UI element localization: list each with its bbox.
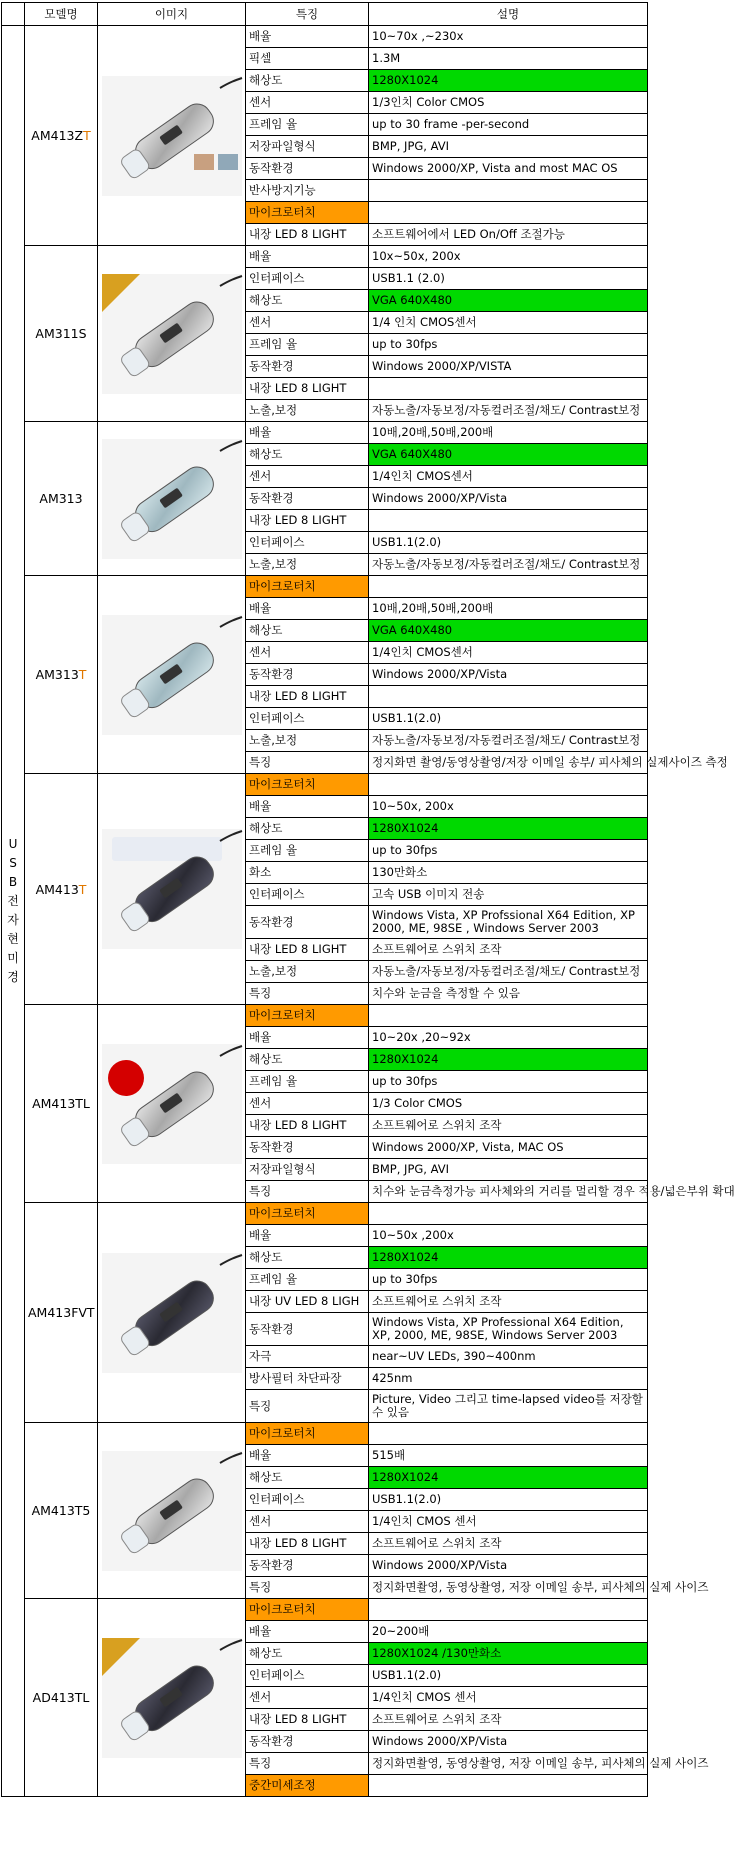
description-cell bbox=[369, 1203, 648, 1225]
description-cell: 치수와 눈금을 측정할 수 있음 bbox=[369, 983, 648, 1005]
description-cell: 1280X1024 bbox=[369, 1049, 648, 1071]
feature-cell: 동작환경 bbox=[246, 1731, 369, 1753]
description-cell: 10~50x ,200x bbox=[369, 1225, 648, 1247]
feature-cell: 노출,보정 bbox=[246, 400, 369, 422]
description-cell: USB1.1(2.0) bbox=[369, 1489, 648, 1511]
feature-cell: 방사필터 차단파장 bbox=[246, 1368, 369, 1390]
feature-cell: 동작환경 bbox=[246, 356, 369, 378]
description-cell: 소프트웨어에서 LED On/Off 조절가능 bbox=[369, 224, 648, 246]
description-cell: 소프트웨어로 스위치 조작 bbox=[369, 1709, 648, 1731]
model-name: AM413FVT bbox=[28, 1305, 95, 1320]
header-row bbox=[2, 3, 648, 26]
description-cell bbox=[369, 510, 648, 532]
feature-cell: 저장파일형식 bbox=[246, 136, 369, 158]
description-cell: up to 30fps bbox=[369, 1071, 648, 1093]
feature-cell: 특징 bbox=[246, 983, 369, 1005]
description-cell: 자동노출/자동보정/자동컬러조절/채도/ Contrast보정 bbox=[369, 554, 648, 576]
feature-cell: 특징 bbox=[246, 1181, 369, 1203]
description-cell bbox=[369, 1775, 648, 1797]
model-name-cell bbox=[25, 576, 98, 774]
model-suffix: T bbox=[83, 128, 91, 143]
description-cell: up to 30fps bbox=[369, 1269, 648, 1291]
feature-cell: 센서 bbox=[246, 92, 369, 114]
description-cell: 1/4인치 CMOS센서 bbox=[369, 642, 648, 664]
model-image-cell bbox=[98, 1599, 246, 1797]
feature-cell: 배율 bbox=[246, 1027, 369, 1049]
feature-cell: 인터페이스 bbox=[246, 268, 369, 290]
feature-cell: 내장 LED 8 LIGHT bbox=[246, 378, 369, 400]
category-char: 자 bbox=[7, 913, 19, 927]
header-category bbox=[2, 3, 25, 26]
description-cell: 소프트웨어로 스위치 조작 bbox=[369, 1115, 648, 1137]
feature-cell: 프레임 율 bbox=[246, 1071, 369, 1093]
header-model: 모델명 bbox=[25, 3, 98, 26]
description-cell: 1/4인치 CMOS 센서 bbox=[369, 1687, 648, 1709]
description-cell: 고속 USB 이미지 전송 bbox=[369, 884, 648, 906]
feature-cell: 마이크로터치 bbox=[246, 1423, 369, 1445]
description-cell: 1.3M bbox=[369, 48, 648, 70]
feature-cell: 해상도 bbox=[246, 1247, 369, 1269]
model-name-cell bbox=[25, 1423, 98, 1599]
feature-cell: 해상도 bbox=[246, 818, 369, 840]
header-feature: 특징 bbox=[246, 3, 369, 26]
model-name: AM413T5 bbox=[31, 1503, 91, 1518]
feature-cell: 동작환경 bbox=[246, 158, 369, 180]
description-cell: Windows 2000/XP/Vista bbox=[369, 664, 648, 686]
category-char: 현 bbox=[7, 932, 19, 946]
feature-cell: 센서 bbox=[246, 312, 369, 334]
description-cell: up to 30 frame -per-second bbox=[369, 114, 648, 136]
description-cell: VGA 640X480 bbox=[369, 444, 648, 466]
feature-cell: 인터페이스 bbox=[246, 708, 369, 730]
feature-cell: 센서 bbox=[246, 1687, 369, 1709]
description-cell: Windows 2000/XP, Vista, MAC OS bbox=[369, 1137, 648, 1159]
feature-cell: 해상도 bbox=[246, 70, 369, 92]
feature-cell: 동작환경 bbox=[246, 1313, 369, 1346]
feature-cell: 마이크로터치 bbox=[246, 576, 369, 598]
product-photo bbox=[102, 76, 242, 196]
feature-cell: 배율 bbox=[246, 598, 369, 620]
description-cell: 1/4인치 CMOS센서 bbox=[369, 466, 648, 488]
description-cell: Windows 2000/XP/Vista bbox=[369, 1555, 648, 1577]
spec-table-body bbox=[2, 26, 735, 1797]
description-cell bbox=[369, 774, 648, 796]
feature-cell: 해상도 bbox=[246, 290, 369, 312]
product-photo bbox=[102, 1451, 242, 1571]
description-cell: 정지화면촬영, 동영상촬영, 저장 이메일 송부, 피사체의 실제 사이즈 bbox=[369, 1577, 648, 1599]
description-cell: Windows Vista, XP Professional X64 Edition, XP, 2000, ME, 98SE, Windows Server 2003 bbox=[369, 1313, 648, 1346]
description-cell: 425nm bbox=[369, 1368, 648, 1390]
feature-cell: 프레임 율 bbox=[246, 1269, 369, 1291]
feature-cell: 내장 LED 8 LIGHT bbox=[246, 1533, 369, 1555]
description-cell: 자동노출/자동보정/자동컬러조절/채도/ Contrast보정 bbox=[369, 730, 648, 752]
category-char: 미 bbox=[7, 951, 19, 965]
description-cell: 1/3인치 Color CMOS bbox=[369, 92, 648, 114]
description-cell: 20~200배 bbox=[369, 1621, 648, 1643]
description-cell: Windows 2000/XP, Vista and most MAC OS bbox=[369, 158, 648, 180]
feature-cell: 배율 bbox=[246, 1225, 369, 1247]
model-image-cell bbox=[98, 1005, 246, 1203]
description-cell: 1/4인치 CMOS 센서 bbox=[369, 1511, 648, 1533]
feature-cell: 동작환경 bbox=[246, 1555, 369, 1577]
model-suffix: T bbox=[78, 667, 87, 682]
category-char: S bbox=[9, 856, 17, 870]
description-cell: Windows 2000/XP/VISTA bbox=[369, 356, 648, 378]
feature-cell: 프레임 율 bbox=[246, 840, 369, 862]
feature-cell: 노출,보정 bbox=[246, 554, 369, 576]
feature-cell: 내장 LED 8 LIGHT bbox=[246, 939, 369, 961]
description-cell: 1280X1024 bbox=[369, 1247, 648, 1269]
model-name-cell bbox=[25, 26, 98, 246]
description-cell bbox=[369, 1423, 648, 1445]
feature-cell: 해상도 bbox=[246, 444, 369, 466]
spec-row bbox=[2, 1423, 648, 1445]
product-photo bbox=[102, 615, 242, 735]
description-cell: BMP, JPG, AVI bbox=[369, 1159, 648, 1181]
model-name-cell bbox=[25, 774, 98, 1005]
category-char: 경 bbox=[7, 970, 19, 984]
model-image-cell bbox=[98, 1203, 246, 1423]
model-image-cell bbox=[98, 774, 246, 1005]
model-name: AM413TL bbox=[32, 1096, 90, 1111]
feature-cell: 마이크로터치 bbox=[246, 1599, 369, 1621]
description-cell: 10x~50x, 200x bbox=[369, 246, 648, 268]
description-cell: 정지화면촬영, 동영상촬영, 저장 이메일 송부, 피사체의 실제 사이즈 bbox=[369, 1753, 648, 1775]
description-cell: 소프트웨어로 스위치 조작 bbox=[369, 1533, 648, 1555]
description-cell: BMP, JPG, AVI bbox=[369, 136, 648, 158]
spec-row bbox=[2, 246, 648, 268]
feature-cell: 인터페이스 bbox=[246, 884, 369, 906]
product-photo bbox=[102, 1044, 242, 1164]
description-cell: 515배 bbox=[369, 1445, 648, 1467]
model-name: AD413TL bbox=[32, 1690, 90, 1705]
category-char: B bbox=[8, 875, 18, 889]
description-cell bbox=[369, 686, 648, 708]
description-cell: Picture, Video 그리고 time-lapsed video를 저장할 수 있음 bbox=[369, 1390, 648, 1423]
model-name: AM413 bbox=[35, 881, 79, 897]
description-cell: 소프트웨어로 스위치 조작 bbox=[369, 1291, 648, 1313]
feature-cell: 배율 bbox=[246, 422, 369, 444]
description-cell: 10~70x ,~230x bbox=[369, 26, 648, 48]
feature-cell: 인터페이스 bbox=[246, 532, 369, 554]
description-cell: up to 30fps bbox=[369, 334, 648, 356]
description-cell bbox=[369, 202, 648, 224]
model-name-cell bbox=[25, 1005, 98, 1203]
feature-cell: 배율 bbox=[246, 246, 369, 268]
feature-cell: 센서 bbox=[246, 466, 369, 488]
model-name: AM313 bbox=[35, 667, 79, 682]
product-photo bbox=[102, 1638, 242, 1758]
description-cell: 정지화면 촬영/동영상촬영/저장 이메일 송부/ 피사체의 실제사이즈 측정 bbox=[369, 752, 648, 774]
description-cell: USB1.1(2.0) bbox=[369, 1665, 648, 1687]
description-cell: 자동노출/자동보정/자동컬러조절/채도/ Contrast보정 bbox=[369, 961, 648, 983]
description-cell: Windows 2000/XP/Vista bbox=[369, 1731, 648, 1753]
feature-cell: 저장파일형식 bbox=[246, 1159, 369, 1181]
model-suffix: T bbox=[78, 881, 87, 897]
feature-cell: 인터페이스 bbox=[246, 1489, 369, 1511]
model-name-cell bbox=[25, 246, 98, 422]
model-name: AM311S bbox=[35, 326, 87, 341]
feature-cell: 내장 LED 8 LIGHT bbox=[246, 510, 369, 532]
description-cell: 10~50x, 200x bbox=[369, 796, 648, 818]
description-cell: 10~20x ,20~92x bbox=[369, 1027, 648, 1049]
feature-cell: 동작환경 bbox=[246, 664, 369, 686]
description-cell: VGA 640X480 bbox=[369, 620, 648, 642]
model-name-cell bbox=[25, 1599, 98, 1797]
feature-cell: 마이크로터치 bbox=[246, 1005, 369, 1027]
model-image-cell bbox=[98, 1423, 246, 1599]
description-cell: near~UV LEDs, 390~400nm bbox=[369, 1346, 648, 1368]
feature-cell: 중간미세조정 bbox=[246, 1775, 369, 1797]
description-cell bbox=[369, 180, 648, 202]
description-cell: 치수와 눈금측정가능 피사체와의 거리를 멀리할 경우 적용/넓은부위 확대 bbox=[369, 1181, 648, 1203]
model-image-cell bbox=[98, 422, 246, 576]
category-char: U bbox=[8, 837, 18, 851]
description-cell: USB1.1 (2.0) bbox=[369, 268, 648, 290]
model-name-cell bbox=[25, 422, 98, 576]
description-cell: 1280X1024 bbox=[369, 1467, 648, 1489]
feature-cell: 센서 bbox=[246, 1093, 369, 1115]
description-cell: 1280X1024 bbox=[369, 70, 648, 92]
description-cell: Windows 2000/XP/Vista bbox=[369, 488, 648, 510]
feature-cell: 해상도 bbox=[246, 1643, 369, 1665]
spec-row bbox=[2, 774, 648, 796]
feature-cell: 내장 UV LED 8 LIGH bbox=[246, 1291, 369, 1313]
feature-cell: 동작환경 bbox=[246, 488, 369, 510]
feature-cell: 특징 bbox=[246, 752, 369, 774]
spec-row bbox=[2, 1203, 648, 1225]
category-cell bbox=[2, 26, 25, 1797]
description-cell: Windows Vista, XP Profssional X64 Edition, XP 2000, ME, 98SE , Windows Server 2003 bbox=[369, 906, 648, 939]
spec-table bbox=[1, 2, 735, 1797]
feature-cell: 특징 bbox=[246, 1753, 369, 1775]
description-cell bbox=[369, 576, 648, 598]
spec-row bbox=[2, 576, 648, 598]
spec-row bbox=[2, 26, 648, 48]
feature-cell: 자극 bbox=[246, 1346, 369, 1368]
description-cell: 1/3 Color CMOS bbox=[369, 1093, 648, 1115]
feature-cell: 특징 bbox=[246, 1577, 369, 1599]
description-cell: up to 30fps bbox=[369, 840, 648, 862]
feature-cell: 동작환경 bbox=[246, 906, 369, 939]
product-photo bbox=[102, 439, 242, 559]
feature-cell: 내장 LED 8 LIGHT bbox=[246, 1115, 369, 1137]
feature-cell: 반사방지기능 bbox=[246, 180, 369, 202]
model-name: AM313 bbox=[39, 491, 83, 506]
feature-cell: 해상도 bbox=[246, 1467, 369, 1489]
feature-cell: 센서 bbox=[246, 642, 369, 664]
description-cell bbox=[369, 1599, 648, 1621]
model-image-cell bbox=[98, 576, 246, 774]
feature-cell: 노출,보정 bbox=[246, 730, 369, 752]
feature-cell: 노출,보정 bbox=[246, 961, 369, 983]
description-cell: VGA 640X480 bbox=[369, 290, 648, 312]
product-photo bbox=[102, 274, 242, 394]
feature-cell: 내장 LED 8 LIGHT bbox=[246, 224, 369, 246]
description-cell: 1/4 인치 CMOS센서 bbox=[369, 312, 648, 334]
model-image-cell bbox=[98, 26, 246, 246]
feature-cell: 프레임 율 bbox=[246, 114, 369, 136]
description-cell bbox=[369, 378, 648, 400]
category-char: 전 bbox=[7, 894, 19, 908]
feature-cell: 마이크로터치 bbox=[246, 1203, 369, 1225]
spec-row bbox=[2, 1599, 648, 1621]
feature-cell: 프레임 율 bbox=[246, 334, 369, 356]
feature-cell: 마이크로터치 bbox=[246, 774, 369, 796]
model-name: AM413Z bbox=[31, 128, 84, 143]
product-photo bbox=[102, 829, 242, 949]
feature-cell: 센서 bbox=[246, 1511, 369, 1533]
description-cell: 자동노출/자동보정/자동컬러조절/채도/ Contrast보정 bbox=[369, 400, 648, 422]
feature-cell: 해상도 bbox=[246, 1049, 369, 1071]
description-cell: 130만화소 bbox=[369, 862, 648, 884]
description-cell: USB1.1(2.0) bbox=[369, 708, 648, 730]
feature-cell: 특징 bbox=[246, 1390, 369, 1423]
spec-row bbox=[2, 1005, 648, 1027]
description-cell: 1280X1024 /130만화소 bbox=[369, 1643, 648, 1665]
description-cell: USB1.1(2.0) bbox=[369, 532, 648, 554]
feature-cell: 배율 bbox=[246, 1445, 369, 1467]
description-cell: 10배,20배,50배,200배 bbox=[369, 598, 648, 620]
feature-cell: 화소 bbox=[246, 862, 369, 884]
feature-cell: 내장 LED 8 LIGHT bbox=[246, 1709, 369, 1731]
feature-cell: 인터페이스 bbox=[246, 1665, 369, 1687]
spec-row bbox=[2, 422, 648, 444]
product-photo bbox=[102, 1253, 242, 1373]
description-cell bbox=[369, 1005, 648, 1027]
description-cell: 1280X1024 bbox=[369, 818, 648, 840]
feature-cell: 해상도 bbox=[246, 620, 369, 642]
feature-cell: 마이크로터치 bbox=[246, 202, 369, 224]
model-name-cell bbox=[25, 1203, 98, 1423]
feature-cell: 내장 LED 8 LIGHT bbox=[246, 686, 369, 708]
description-cell: 10배,20배,50배,200배 bbox=[369, 422, 648, 444]
model-image-cell bbox=[98, 246, 246, 422]
feature-cell: 배율 bbox=[246, 796, 369, 818]
feature-cell: 배율 bbox=[246, 1621, 369, 1643]
header-image: 이미지 bbox=[98, 3, 246, 26]
feature-cell: 동작환경 bbox=[246, 1137, 369, 1159]
feature-cell: 배율 bbox=[246, 26, 369, 48]
header-description: 설명 bbox=[369, 3, 648, 26]
description-cell: 소프트웨어로 스위치 조작 bbox=[369, 939, 648, 961]
feature-cell: 픽셀 bbox=[246, 48, 369, 70]
